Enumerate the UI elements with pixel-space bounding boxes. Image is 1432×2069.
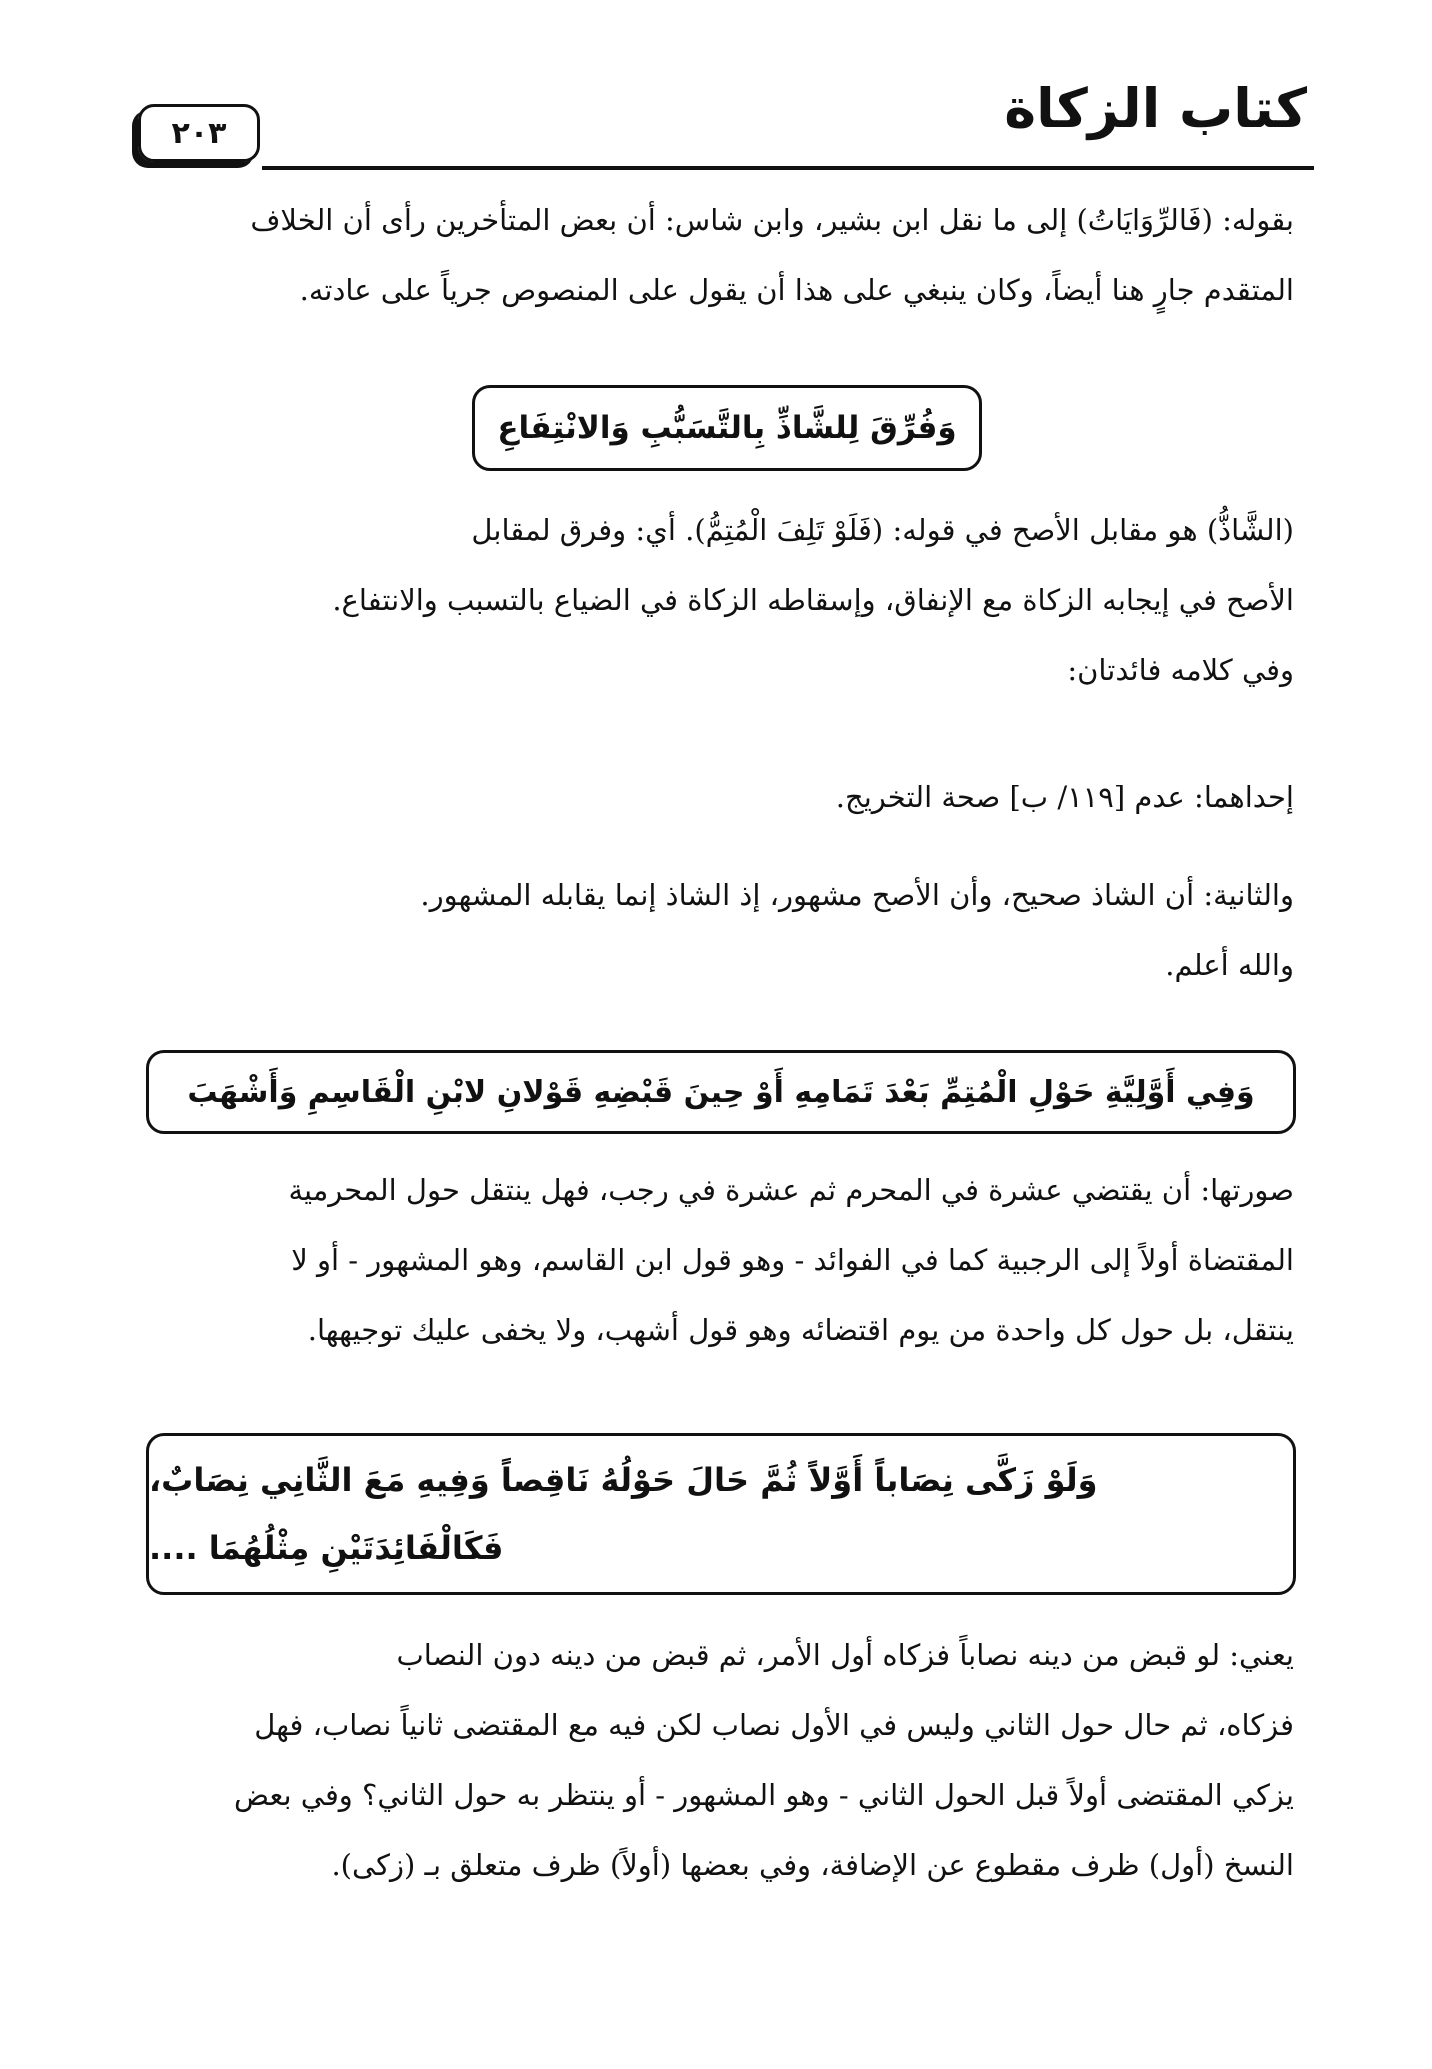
matn-text-2: وَفِي أَوَّلِيَّةِ حَوْلِ الْمُتِمِّ بَعْدَ تَمَامِهِ أَوْ حِينَ قَبْضِهِ قَوْلانِ لابْنِ الْقَاسِمِ وَأَشْهَبَ <box>187 1074 1255 1110</box>
paragraph-5-line-3: ينتقل، بل حول كل واحدة من يوم اقتضائه وهو قول أشهب، ولا يخفى عليك توجيهها. <box>307 1313 1294 1347</box>
paragraph-5-line-1: صورتها: أن يقتضي عشرة في المحرم ثم عشرة في رجب، فهل ينتقل حول المحرمية <box>288 1173 1294 1207</box>
paragraph-6 <box>138 1620 1294 1900</box>
paragraph-6-line-2: فزكاه، ثم حال حول الثاني وليس في الأول نصاب لكن فيه مع المقتضى ثانياً نصاب، فهل <box>254 1708 1294 1742</box>
matn-box-2 <box>146 1050 1296 1134</box>
paragraph-4-line-1: والثانية: أن الشاذ صحيح، وأن الأصح مشهور، إذ الشاذ إنما يقابله المشهور. <box>420 878 1294 912</box>
paragraph-1 <box>138 185 1294 325</box>
paragraph-2-line-2: الأصح في إيجابه الزكاة مع الإنفاق، وإسقاطه الزكاة في الضياع بالتسبب والانتفاع. <box>332 583 1294 617</box>
paragraph-6-line-3: يزكي المقتضى أولاً قبل الحول الثاني - وهو المشهور - أو ينتظر به حول الثاني؟ وفي بعض <box>233 1778 1294 1812</box>
paragraph-6-line-4: النسخ (أول) ظرف مقطوع عن الإضافة، وفي بعضها (أولاً) ظرف متعلق بـ (زكى). <box>331 1848 1294 1882</box>
paragraph-2-line-3: وفي كلامه فائدتان: <box>1067 653 1294 687</box>
paragraph-4-line-2: والله أعلم. <box>1165 948 1294 982</box>
paragraph-3 <box>138 762 1294 832</box>
matn-box-1 <box>472 385 982 471</box>
paragraph-3-line-1: إحداهما: عدم [١١٩/ ب] صحة التخريج. <box>835 780 1294 814</box>
header-divider <box>262 166 1314 170</box>
paragraph-1-line-1: بقوله: (فَالرِّوَايَاتُ) إلى ما نقل ابن بشير، وابن شاس: أن بعض المتأخرين رأى أن الخلاف <box>250 203 1294 237</box>
matn-box-3 <box>146 1433 1296 1595</box>
page-number: ٢٠٣ <box>138 104 260 162</box>
paragraph-6-line-1: يعني: لو قبض من دينه نصاباً فزكاه أول الأمر، ثم قبض من دينه دون النصاب <box>396 1638 1294 1672</box>
matn-3-line-1: وَلَوْ زَكَّى نِصَاباً أَوَّلاً ثُمَّ حَالَ حَوْلُهُ نَاقِصاً وَفِيهِ مَعَ الثَّانِي نِصَابٌ، <box>149 1461 1098 1499</box>
paragraph-2-line-1: (الشَّاذُّ) هو مقابل الأصح في قوله: (فَلَوْ تَلِفَ الْمُتِمُّ). أي: وفرق لمقابل <box>471 513 1294 547</box>
paragraph-2 <box>138 495 1294 705</box>
matn-text-1: وَفُرِّقَ لِلشَّاذِّ بِالتَّسَبُّبِ وَالانْتِفَاعِ <box>497 410 957 446</box>
paragraph-4 <box>138 860 1294 1000</box>
paragraph-5-line-2: المقتضاة أولاً إلى الرجبية كما في الفوائد - وهو قول ابن القاسم، وهو المشهور - أو لا <box>291 1243 1294 1277</box>
matn-3-line-2: فَكَالْفَائِدَتَيْنِ مِثْلُهُمَا .... <box>149 1529 504 1567</box>
paragraph-1-line-2: المتقدم جارٍ هنا أيضاً، وكان ينبغي على هذا أن يقول على المنصوص جرياً على عادته. <box>299 273 1294 307</box>
paragraph-5 <box>138 1155 1294 1365</box>
book-title: كتاب الزكاة <box>1004 77 1307 140</box>
